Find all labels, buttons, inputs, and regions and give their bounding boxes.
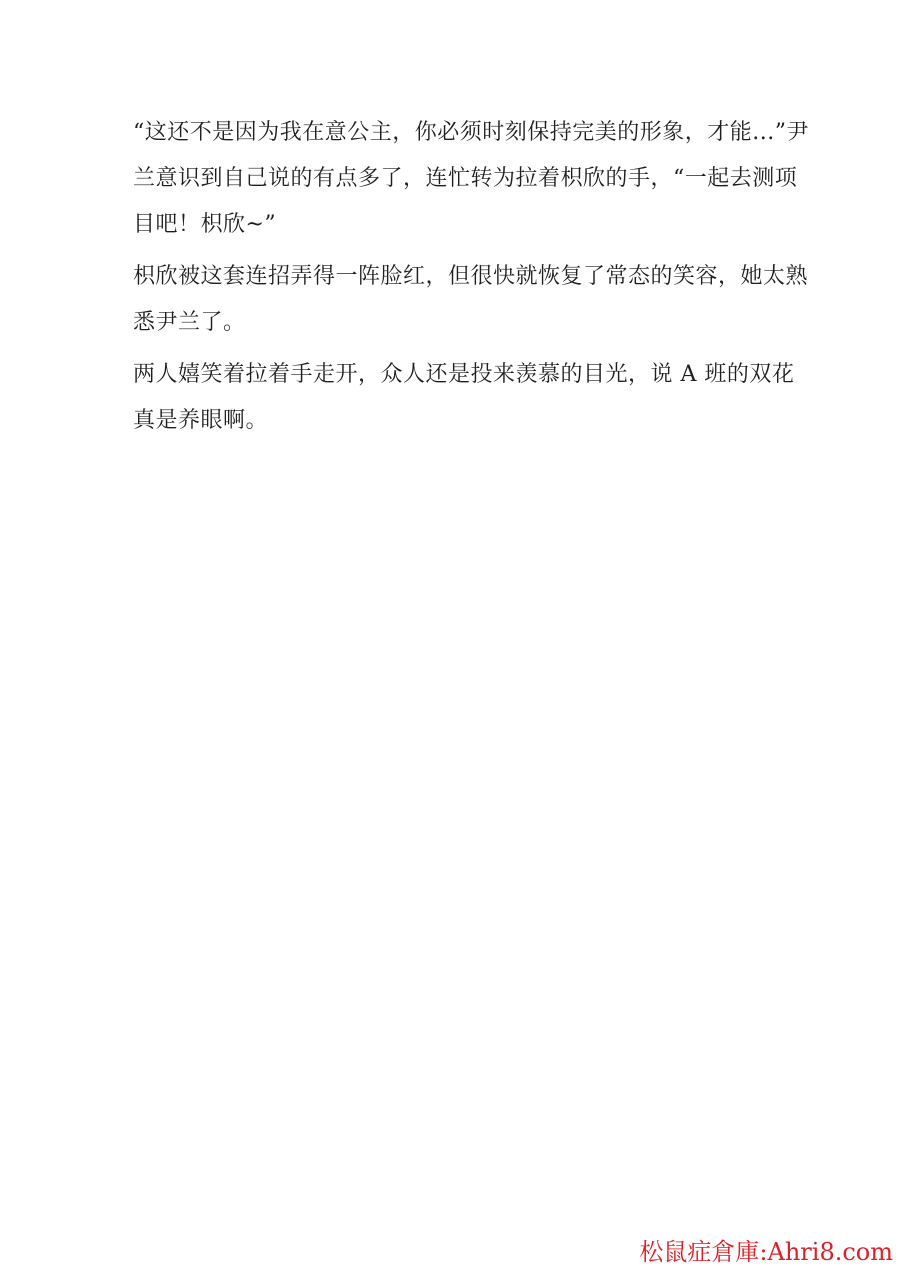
paragraph [133,254,809,346]
paragraph [133,352,795,444]
paragraph [133,110,809,248]
text-line: “这还不是因为我在意公主，你必须时刻保持完美的形象，才能...”尹 [133,120,809,145]
watermark: 松鼠症倉庫:Ahri8.com [639,1238,893,1266]
document-body [133,110,809,450]
text-line: 悉尹兰了。 [133,310,246,335]
text-line: 枳欣被这套连招弄得一阵脸红，但很快就恢复了常态的笑容，她太熟 [133,264,809,289]
text-line: 真是养眼啊。 [133,408,269,433]
text-line: 目吧！枳欣~” [133,212,277,237]
text-line: 兰意识到自己说的有点多了，连忙转为拉着枳欣的手，“一起去测项 [133,166,798,191]
text-line: 两人嬉笑着拉着手走开，众人还是投来羡慕的目光，说 A 班的双花 [133,362,795,387]
